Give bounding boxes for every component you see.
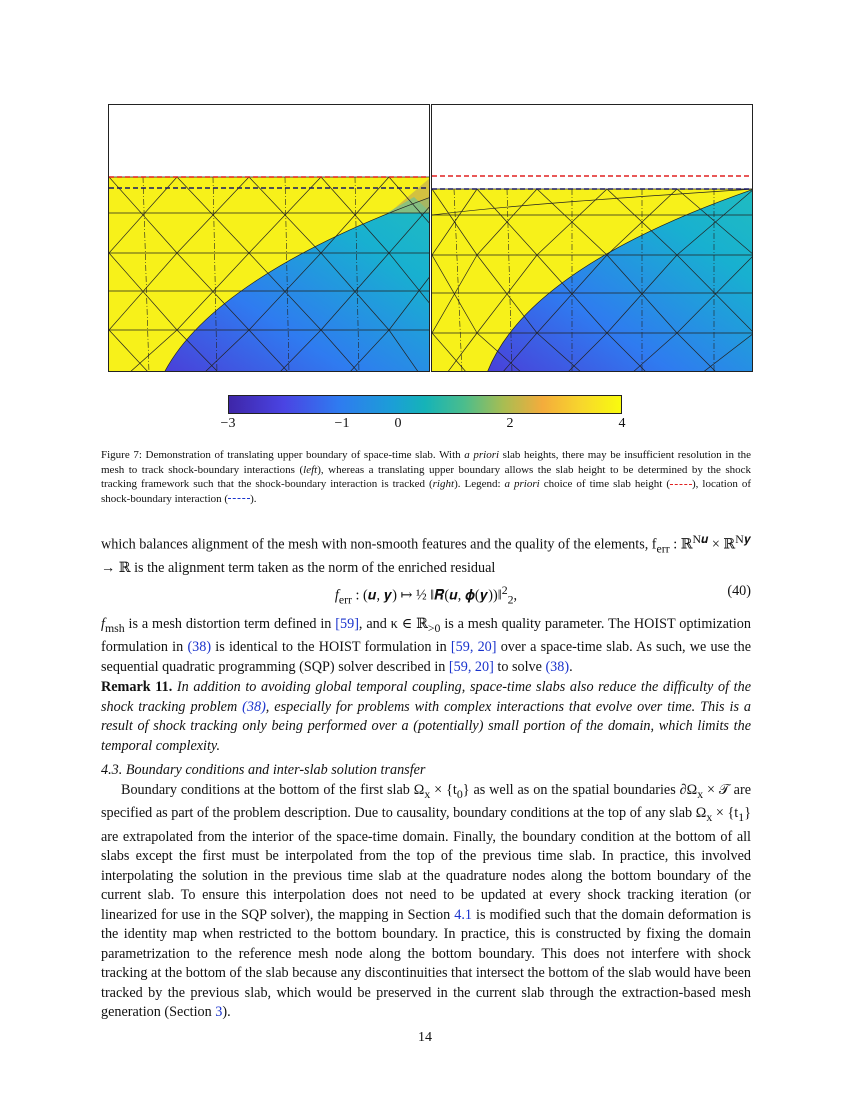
colorbar-tick: 2 xyxy=(506,416,514,431)
remark-11: Remark 11. In addition to avoiding global temporal coupling, space-time slabs also reduce the difficulty of the shock tracking problem (38), especially for problems with complex interactions that evolve over time. This is a result of shock tracking only being performed over a (potentially) small portion of the domain, which limits the temporal complexity. xyxy=(101,679,752,754)
figure-caption: Figure 7: Demonstration of translating upper boundary of space-time slab. With a priori slab heights, there may be insufficient resolution in the mesh to track shock-boundary interactions (left), whereas a translating upper boundary allows the slab height to be determined by the shock tracking framework such that the shock-boundary interaction is tracked (right). Legend: a priori choice of time slab height ( ), location of shock-boundary interaction ( ). xyxy=(101,449,752,505)
figure-panel-right xyxy=(431,104,753,372)
colorbar-tick: 0 xyxy=(394,416,402,431)
equation-link[interactable]: (38) xyxy=(242,698,266,715)
equation-40: $f_{err}$ : (𝒖, 𝒚) ↦ ½ ‖𝑹(𝒖, 𝝓(𝒚))‖$^2_2$, (40) xyxy=(334,583,751,607)
citation-link[interactable]: [59] xyxy=(335,616,359,632)
paragraph-hoist: $f_{msh}$ is a mesh distortion term defined in [59], and κ ∈ ℝ$_{>0}$ is a mesh quality parameter. The HOIST optimization formulation in (38) is identical to the HOIST formulation in [59, 20] over a space-time slab. As such, we use the sequential quadratic programming (SQP) solver described in [59, 20] to solve (38). xyxy=(101,616,751,675)
paragraph-boundary-conditions: Boundary conditions at the bottom of the first slab $\Omega_x \times \{t_0\}$ as well as on the spatial boundaries $\partial\Omega_x$ × 𝒯 are specified as part of the problem description. Due to causality, boundary conditions at the top of any slab $\Omega_x \times \{t_1\}$ are extrapolated from the interior of the space-time domain. Finally, the boundary condition at the bottom of all slabs except the first must be interpolated from the top of the previous time slab. In practice, this involved interpolating the solution in the previous time slab at the quadrature nodes along the bottom boundary of the current slab. To ensure this interpolation does not need to be updated at every shock tracking iteration (or linearized for use in the SQP solver), the mapping in Section 4.1 is modified such that the domain deformation is the identity map when restricted to the bottom boundary. In practice, this is constructed by fixing the domain parametrization to the reference mesh node along the bottom boundary. This does not interfere with shock tracking at the bottom of the slab because any discontinuities that intersect the bottom of the slab would have been tracked by the previous slab, which would be preserved in the current slab through the extraction-based mesh generation (Section 3). xyxy=(101,782,752,1021)
equation-link[interactable]: (38) xyxy=(545,658,570,675)
panel-left-plot xyxy=(109,105,430,372)
section-heading: 4.3. Boundary conditions and inter-slab solution transfer xyxy=(101,762,426,778)
legend-red-dash xyxy=(670,484,692,485)
colorbar-tick: 4 xyxy=(618,416,626,431)
panel-right-plot xyxy=(432,105,753,372)
figure-panel-left xyxy=(108,104,430,372)
colorbar-tick: −1 xyxy=(334,416,350,431)
paragraph-alignment: which balances alignment of the mesh with non-smooth features and the quality of the elements, $f_{err}$ : ℝ$^{N𝒖}$ × ℝ$^{N𝒚}$ → ℝ is the alignment term taken as the norm of the enriched residual xyxy=(101,532,751,577)
citation-link[interactable]: [59, 20] xyxy=(448,658,494,675)
remark-label: Remark 11. xyxy=(101,679,173,695)
legend-blue-dash xyxy=(228,498,250,499)
colorbar-tick: −3 xyxy=(220,416,236,431)
caption-label: Figure 7: xyxy=(101,449,142,461)
equation-link[interactable]: (38) xyxy=(187,639,212,656)
equation-number: (40) xyxy=(727,583,751,599)
citation-link[interactable]: [59, 20] xyxy=(450,639,497,656)
colorbar xyxy=(228,395,622,414)
section-link[interactable]: 4.1 xyxy=(454,906,472,923)
page-number: 14 xyxy=(418,1030,432,1045)
section-link[interactable]: 3 xyxy=(215,1004,223,1021)
